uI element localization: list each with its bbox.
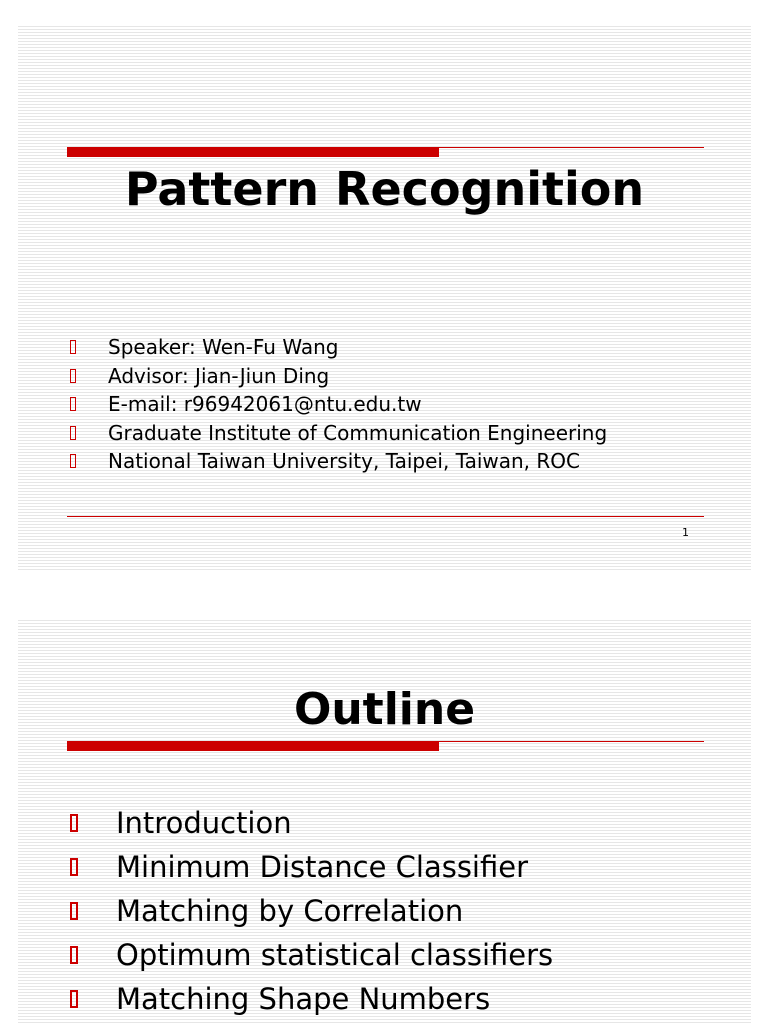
header-rule-thin — [439, 147, 704, 148]
bullet-icon — [70, 858, 78, 876]
header-rule-thick — [67, 741, 439, 751]
page-number: 1 — [682, 526, 689, 539]
list-item — [70, 977, 553, 1021]
speaker-info-list — [70, 333, 607, 476]
bullet-icon — [70, 454, 76, 468]
slide-title-heading: Pattern Recognition — [124, 162, 645, 216]
bullet-icon — [70, 426, 76, 440]
bullet-icon — [70, 814, 78, 832]
list-item — [70, 333, 607, 362]
header-rule-thick — [67, 147, 439, 157]
list-item — [70, 801, 553, 845]
list-item-text: Speaker: Wen-Fu Wang — [108, 335, 339, 360]
list-item — [70, 889, 553, 933]
list-item-text: Minimum Distance Classifier — [116, 850, 529, 884]
list-item-text: Matching Shape Numbers — [116, 982, 491, 1016]
list-item — [70, 845, 553, 889]
bullet-icon — [70, 369, 76, 383]
bullet-icon — [70, 902, 78, 920]
list-item-text: National Taiwan University, Taipei, Taiwan, ROC — [108, 449, 580, 474]
list-item-text: Advisor: Jian-Jiun Ding — [108, 363, 330, 388]
bullet-icon — [70, 990, 78, 1008]
slide-outline-heading: Outline — [293, 684, 476, 735]
footer-rule — [67, 516, 704, 517]
list-item — [70, 447, 607, 476]
list-item-text: Graduate Institute of Communication Engineering — [108, 420, 608, 445]
bullet-icon — [70, 946, 78, 964]
list-item-text: Matching by Correlation — [116, 894, 464, 928]
list-item — [70, 419, 607, 448]
list-item — [70, 362, 607, 391]
header-rule-thin — [439, 741, 704, 742]
bullet-icon — [70, 340, 76, 354]
list-item-text: E-mail: r96942061@ntu.edu.tw — [108, 392, 422, 417]
list-item-text: Introduction — [116, 806, 292, 840]
slide-title — [18, 24, 751, 572]
slide-outline — [18, 618, 751, 1024]
bullet-icon — [70, 397, 76, 411]
list-item — [70, 390, 607, 419]
list-item-text: Optimum statistical classifiers — [116, 938, 554, 972]
list-item — [70, 933, 553, 977]
outline-list — [70, 801, 553, 1021]
